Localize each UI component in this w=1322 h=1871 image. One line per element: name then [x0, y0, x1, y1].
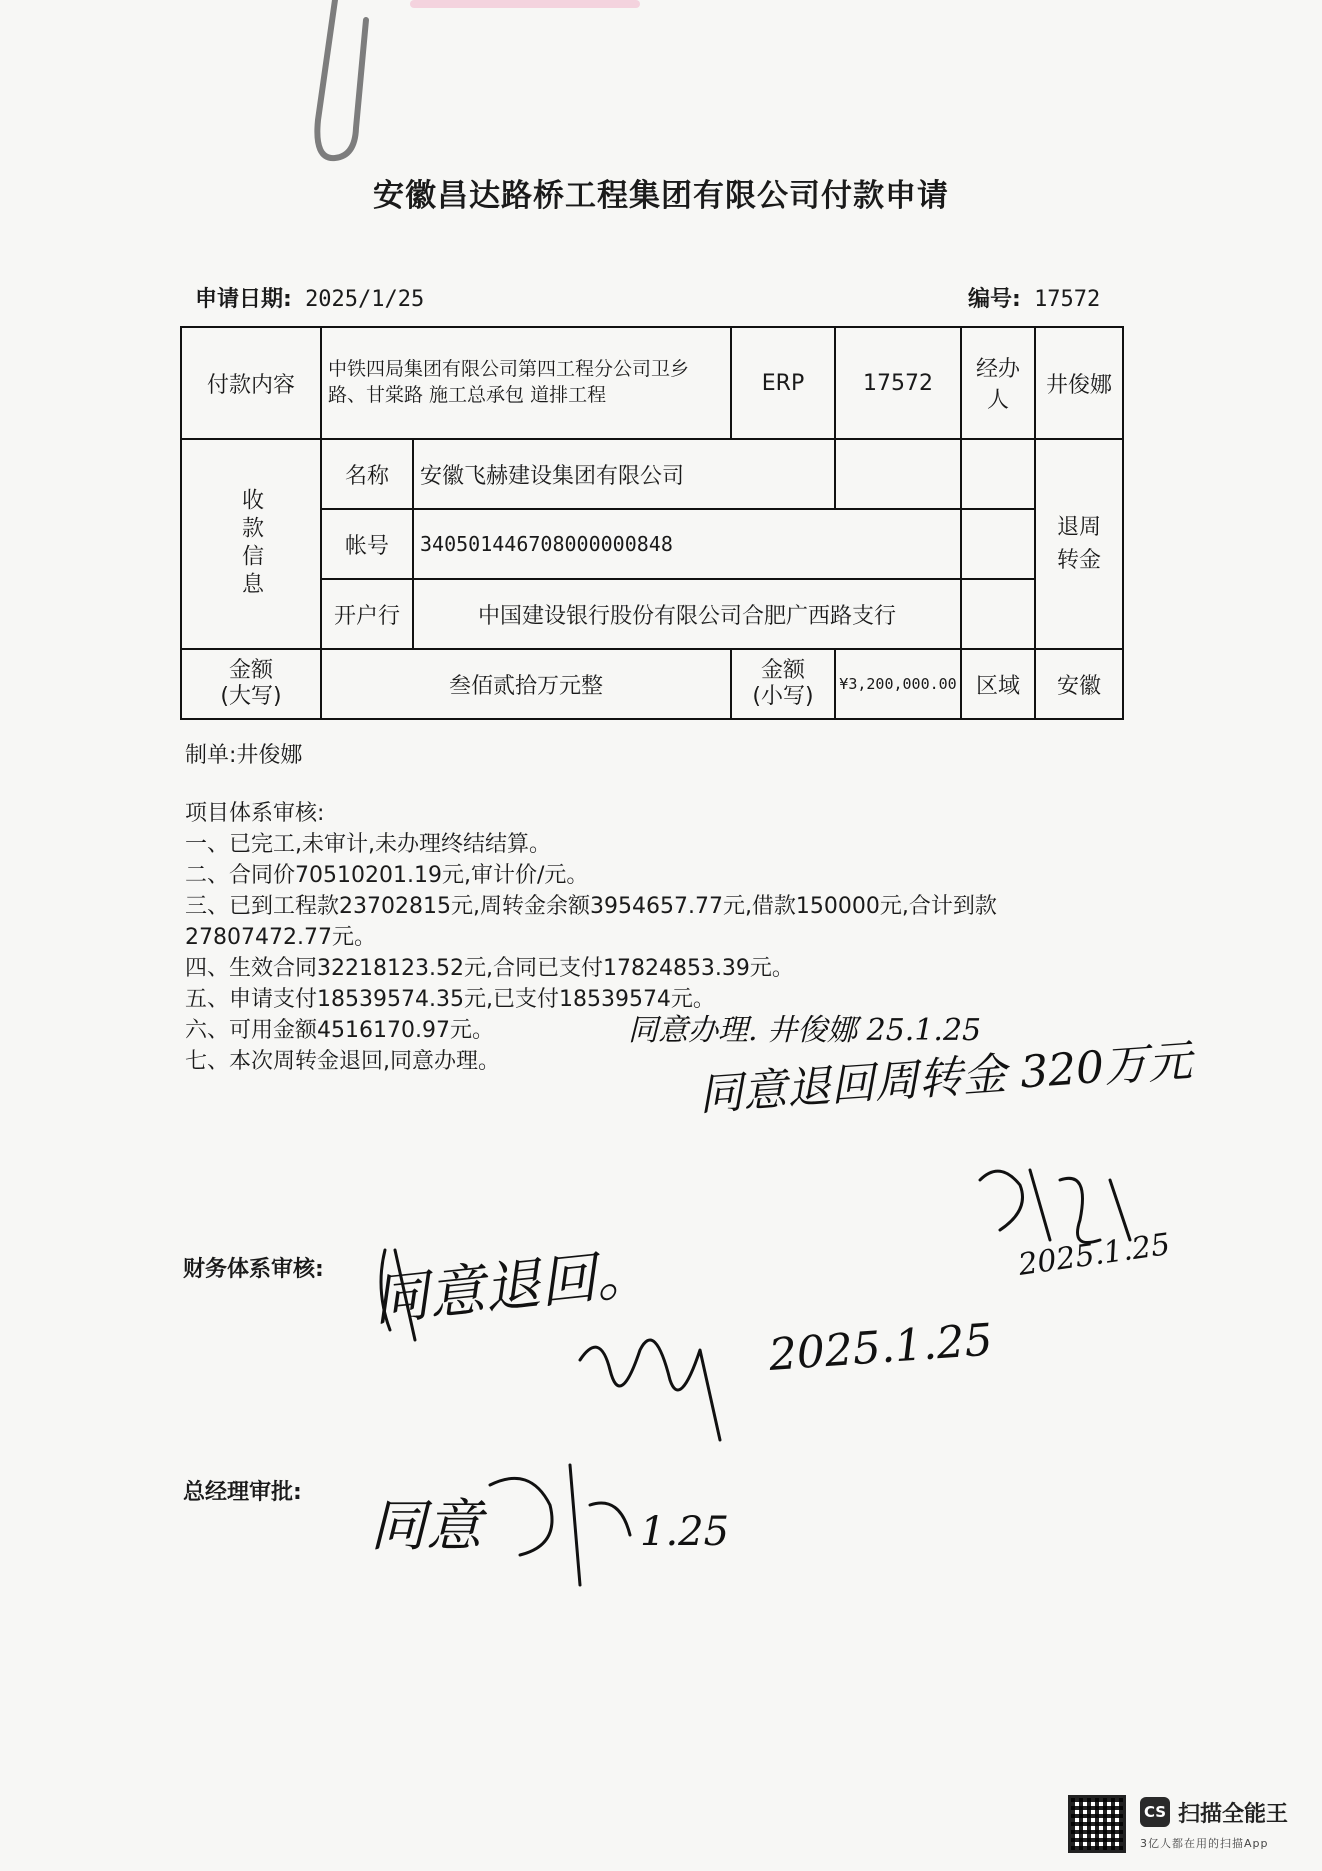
name-label: 名称	[321, 439, 413, 509]
region-value: 安徽	[1035, 649, 1123, 719]
erp-value: 17572	[835, 327, 961, 439]
handler-value: 井俊娜	[1035, 327, 1123, 439]
number-label: 编号:	[968, 287, 1021, 312]
account-label: 帐号	[321, 509, 413, 579]
camscanner-logo-icon: CS	[1140, 1797, 1170, 1827]
amount-upper-title: 金额	[228, 657, 273, 683]
name-blank	[835, 439, 961, 509]
amount-upper-sub: (大写)	[220, 684, 282, 709]
region-label: 区域	[961, 649, 1035, 719]
watermark-app-name: 扫描全能王	[1178, 1802, 1289, 1827]
payment-content-label: 付款内容	[181, 327, 321, 439]
finance-signature-text: 同意退回。	[369, 1240, 655, 1334]
bank-value: 中国建设银行股份有限公司合肥广西路支行	[413, 579, 961, 649]
review-line: 二、合同价70510201.19元,审计价/元。	[185, 863, 589, 888]
review-line: 七、本次周转金退回,同意办理。	[185, 1049, 500, 1074]
signature-1	[960, 1140, 1200, 1290]
scanner-watermark	[1068, 1795, 1308, 1855]
handwritten-note-2-text: 同意退回周转金 320万元	[697, 1035, 1194, 1121]
paperclip-icon	[300, 0, 380, 170]
bank-blank	[961, 579, 1035, 649]
note-text: 退周转金	[1056, 515, 1101, 573]
payment-content: 中铁四局集团有限公司第四工程分公司卫乡路、甘棠路 施工总承包 道排工程	[321, 327, 731, 439]
amount-lower-title: 金额	[760, 657, 805, 683]
name-blank-2	[961, 439, 1035, 509]
document-title: 安徽昌达路桥工程集团有限公司付款申请	[373, 178, 949, 214]
amount-lower: ¥3,200,000.00	[835, 649, 961, 719]
review-line: 六、可用金额4516170.97元。	[185, 1018, 494, 1043]
handwritten-note-1-text: 同意办理. 井俊娜 25.1.25	[628, 1013, 982, 1048]
amount-upper: 叁佰贰拾万元整	[321, 649, 731, 719]
preparer: 制单:井俊娜	[185, 743, 303, 768]
erp-label: ERP	[731, 327, 835, 439]
gm-signature	[360, 1445, 780, 1595]
apply-date-label: 申请日期:	[195, 287, 292, 312]
review-line: 五、申请支付18539574.35元,已支付18539574元。	[185, 987, 715, 1012]
signature-1-date: 2025.1.25	[1016, 1227, 1173, 1283]
review-line: 四、生效合同32218123.52元,合同已支付17824853.39元。	[185, 956, 794, 981]
handler-label: 经办人	[961, 327, 1035, 439]
number-value: 17572	[1034, 287, 1101, 312]
review-line: 27807472.77元。	[185, 925, 376, 950]
note-cell	[1035, 439, 1123, 649]
account-blank	[961, 509, 1035, 579]
account-value: 340501446708000000848	[413, 509, 961, 579]
name-value: 安徽飞赫建设集团有限公司	[413, 439, 835, 509]
gm-signature-date: 1.25	[640, 1509, 730, 1555]
watermark-slogan: 3亿人都在用的扫描App	[1140, 1837, 1269, 1850]
finance-signer-date: 2025.1.25	[767, 1314, 995, 1381]
bank-label: 开户行	[321, 579, 413, 649]
review-line: 三、已到工程款23702815元,周转金余额3954657.77元,借款150000元,合计到款	[185, 894, 997, 919]
finance-review-label: 财务体系审核:	[183, 1257, 324, 1282]
document-number	[968, 282, 1100, 313]
apply-date-value: 2025/1/25	[305, 287, 425, 312]
payment-form	[180, 326, 1124, 720]
apply-date	[195, 282, 424, 313]
gm-signature-text: 同意	[370, 1494, 482, 1559]
gm-approval-label: 总经理审批:	[183, 1480, 302, 1505]
amount-upper-label	[181, 649, 321, 719]
finance-signer	[570, 1290, 995, 1440]
review-line: 一、已完工,未审计,未办理终结结算。	[185, 832, 551, 857]
amount-lower-sub: (小写)	[752, 684, 814, 709]
payee-info-label: 收款信息	[238, 488, 264, 600]
qr-code-icon	[1068, 1795, 1126, 1853]
project-review-heading: 项目体系审核:	[185, 801, 325, 826]
amount-lower-label	[731, 649, 835, 719]
payee-info-cell	[181, 439, 321, 649]
pink-ink-mark	[410, 0, 640, 8]
